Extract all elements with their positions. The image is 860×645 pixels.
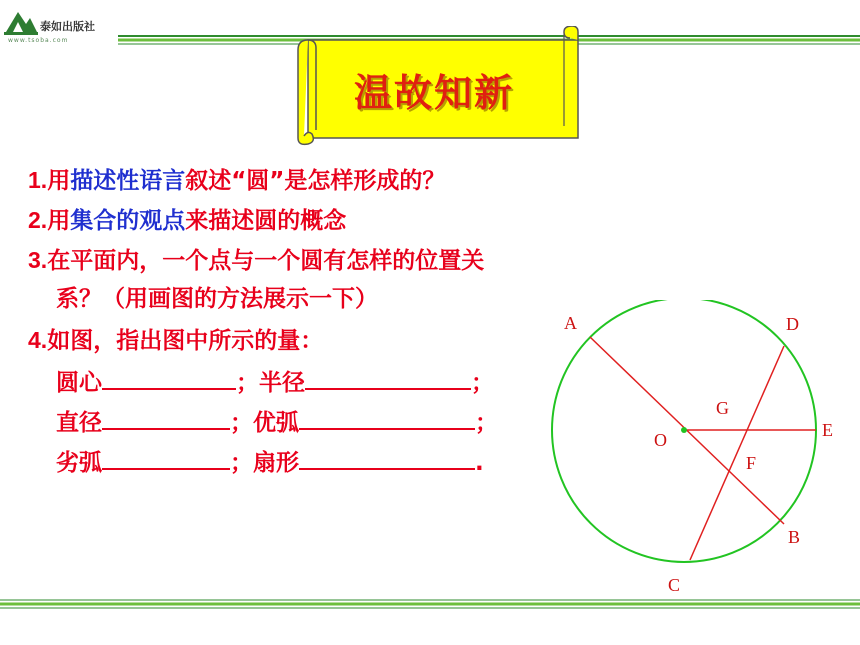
q1-prefix: 用: [47, 168, 71, 194]
q1-highlight: 描述性语言: [70, 168, 186, 194]
point-a-label: A: [564, 313, 577, 333]
label-major-arc: ；优弧: [230, 410, 299, 436]
q3-number: 3.: [28, 247, 48, 273]
label-minor-arc: 劣弧: [56, 450, 102, 476]
q1-suffix: 叙述“圆”是怎样形成的？: [185, 168, 446, 194]
blank-diameter[interactable]: [102, 408, 230, 430]
chord-dc: [690, 346, 784, 560]
point-o-label: O: [654, 430, 667, 450]
center-dot: [681, 427, 687, 433]
point-b-label: B: [788, 527, 801, 547]
q1-number: 1.: [28, 167, 48, 193]
fill-row-3: [56, 448, 484, 477]
q2-prefix: 用: [47, 208, 71, 234]
point-d-label: D: [786, 314, 799, 334]
title-scroll-banner: [290, 26, 590, 146]
q3-line2: 系？（用画图的方法展示一下）: [56, 286, 378, 312]
logo-url: www.tsoba.com: [8, 37, 69, 44]
q2-highlight: 集合的观点: [70, 208, 186, 234]
row1-end: ；: [471, 370, 494, 396]
label-diameter: 直径: [56, 410, 102, 436]
blank-radius[interactable]: [305, 368, 471, 390]
blank-center[interactable]: [102, 368, 236, 390]
question-1: [28, 166, 445, 195]
blank-sector[interactable]: [299, 448, 475, 470]
point-g-label: G: [716, 398, 729, 418]
question-2: [28, 206, 346, 235]
point-e-label: E: [822, 420, 833, 440]
blank-major-arc[interactable]: [299, 408, 475, 430]
question-4: [28, 326, 323, 355]
point-c-label: C: [668, 575, 681, 595]
logo-text: 泰如出版社: [40, 20, 95, 33]
question-3-cont: [56, 285, 378, 313]
q3-line1: 在平面内，一个点与一个圆有怎样的位置关: [47, 248, 485, 274]
blank-minor-arc[interactable]: [102, 448, 230, 470]
label-center: 圆心: [56, 370, 102, 396]
banner-title: 温故知新: [354, 70, 515, 115]
fill-row-1: [56, 368, 494, 397]
fill-row-2: [56, 408, 498, 437]
label-radius: ；半径: [236, 370, 305, 396]
q2-number: 2.: [28, 207, 48, 233]
q4-number: 4.: [28, 327, 48, 353]
row2-end: ；: [475, 410, 498, 436]
q4-text: 如图，指出图中所示的量：: [47, 328, 324, 354]
question-3: [28, 246, 484, 275]
point-f-label: F: [746, 453, 757, 473]
circle-diagram: [540, 300, 860, 600]
bottom-rule: [0, 596, 860, 616]
label-sector: ；扇形: [230, 450, 299, 476]
row3-end: .: [475, 450, 484, 476]
q2-suffix: 来描述圆的概念: [185, 208, 347, 234]
